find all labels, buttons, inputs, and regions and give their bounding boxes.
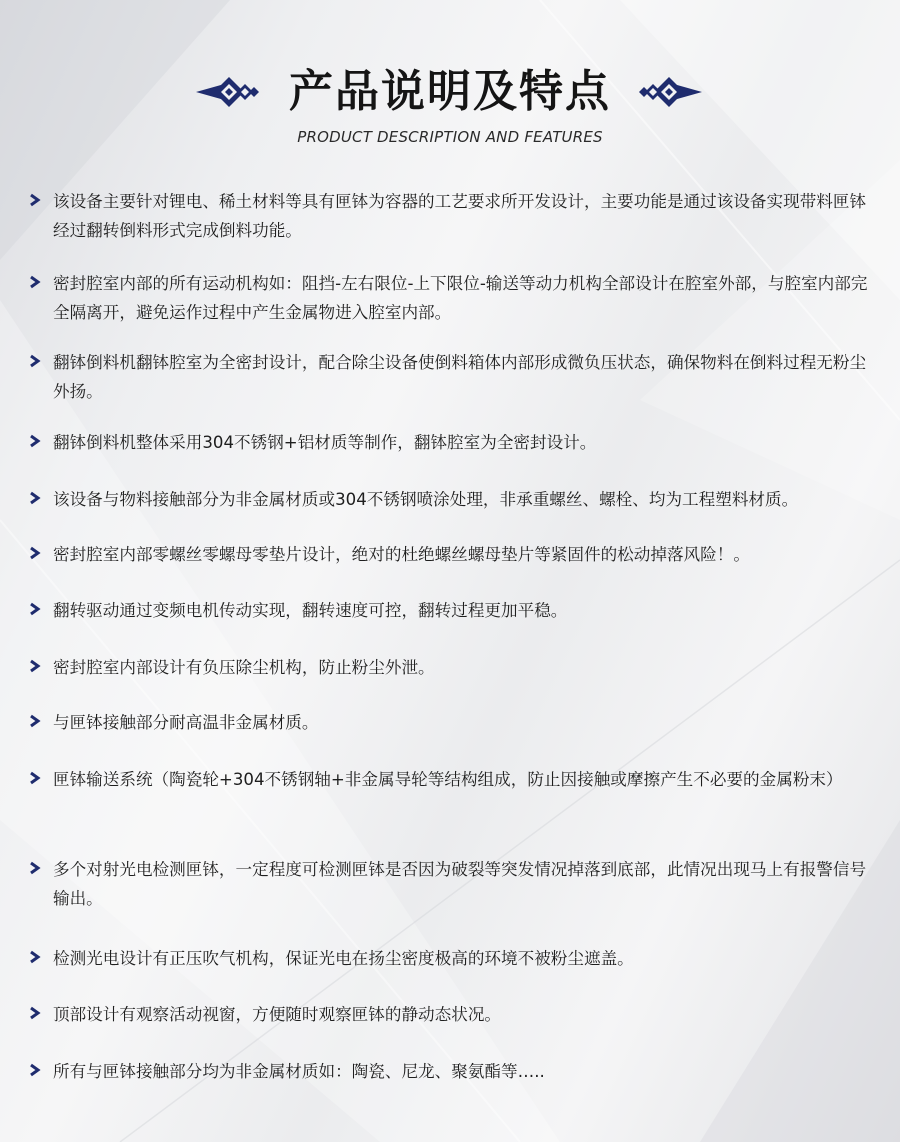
feature-text: 该设备与物料接触部分为非金属材质或304不锈钢喷涂处理，非承重螺丝、螺栓、均为工程塑料材质。: [53, 490, 799, 509]
chevron-right-icon: [29, 354, 41, 368]
chevron-right-icon: [29, 1006, 41, 1020]
chevron-right-icon: [29, 714, 41, 728]
chevron-right-icon: [29, 546, 41, 560]
feature-text: 翻钵倒料机整体采用304不锈钢+铝材质等制作，翻钵腔室为全密封设计。: [53, 433, 597, 452]
feature-text: 多个对射光电检测匣钵，一定程度可检测匣钵是否因为破裂等突发情况掉落到底部，此情况出现马上有报警信号输出。: [53, 860, 867, 908]
feature-text: 翻钵倒料机翻钵腔室为全密封设计，配合除尘设备使倒料箱体内部形成微负压状态，确保物料在倒料过程无粉尘外扬。: [53, 353, 867, 401]
feature-text: 检测光电设计有正压吹气机构，保证光电在扬尘密度极高的环境不被粉尘遮盖。: [53, 949, 634, 968]
chevron-right-icon: [29, 193, 41, 207]
feature-text: 翻转驱动通过变频电机传动实现，翻转速度可控，翻转过程更加平稳。: [53, 601, 568, 620]
chevron-right-icon: [29, 861, 41, 875]
chevron-right-icon: [29, 659, 41, 673]
feature-text: 所有与匣钵接触部分均为非金属材质如：陶瓷、尼龙、聚氨酯等…..: [53, 1062, 545, 1081]
feature-text: 匣钵输送系统（陶瓷轮+304不锈钢轴+非金属导轮等结构组成，防止因接触或摩擦产生不必要的金属粉末）: [53, 770, 843, 789]
feature-text: 密封腔室内部的所有运动机构如：阻挡-左右限位-上下限位-输送等动力机构全部设计在腔室外部，与腔室内部完全隔离开，避免运作过程中产生金属物进入腔室内部。: [53, 274, 868, 322]
page-title: 产品说明及特点: [289, 66, 611, 117]
chevron-right-icon: [29, 771, 41, 785]
chevron-right-icon: [29, 434, 41, 448]
chevron-right-icon: [29, 275, 41, 289]
chevron-right-icon: [29, 602, 41, 616]
feature-text: 密封腔室内部零螺丝零螺母零垫片设计，绝对的杜绝螺丝螺母垫片等紧固件的松动掉落风险！。: [53, 545, 750, 564]
feature-text: 密封腔室内部设计有负压除尘机构，防止粉尘外泄。: [53, 658, 435, 677]
feature-text: 该设备主要针对锂电、稀土材料等具有匣钵为容器的工艺要求所开发设计，主要功能是通过该设备实现带料匣钵经过翻转倒料形式完成倒料功能。: [53, 192, 867, 240]
chevron-right-icon: [29, 1063, 41, 1077]
feature-text: 与匣钵接触部分耐高温非金属材质。: [53, 713, 319, 732]
feature-text: 顶部设计有观察活动视窗，方便随时观察匣钵的静动态状况。: [53, 1005, 502, 1024]
chevron-right-icon: [29, 491, 41, 505]
chevron-right-icon: [29, 950, 41, 964]
page-subtitle: PRODUCT DESCRIPTION AND FEATURES: [297, 128, 603, 146]
